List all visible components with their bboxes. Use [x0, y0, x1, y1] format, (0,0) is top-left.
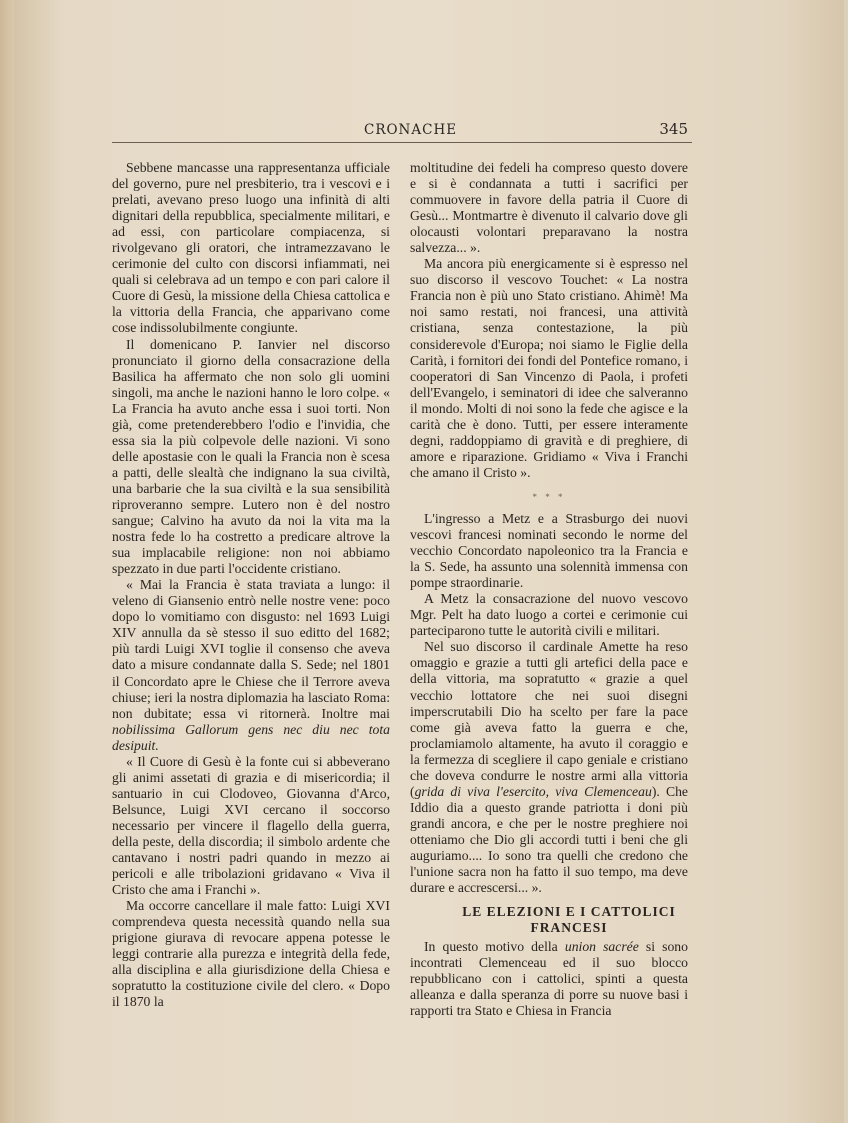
paragraph: Sebbene mancasse una rappresentanza ufficiale del governo, pure nel presbiterio, tra i vescovi e i prelati, avevano preso luogo una infinità di alti dignitari della repubblica, specialmente militari, e ad essi, con particolare compiacenza, si rivolgevano gli oratori, che intramezzavano le cerimonie del culto con discorsi infiammati, nei quali si celebrava ad un tempo e con pari calore il Cuore di Gesù, la missione della Chiesa cattolica e la vittoria della Francia, che apparivano come cose indissolubilmente congiunte.	[112, 160, 390, 336]
paragraph: moltitudine dei fedeli ha compreso questo dovere e si è condannata a tutti i sacrifici per commuovere in favore della patria il Cuore di Gesù... Montmartre è divenuto il calvario dove gli olocausti volontari preparavano la nostra salvezza... ».	[410, 160, 688, 256]
paragraph: « Il Cuore di Gesù è la fonte cui si abbeverano gli animi assetati di grazia e di misericordia; il santuario in cui Clodoveo, Giovanna d'Arco, Belsunce, Luigi XVI cercano il soccorso necessario per vincere il flagello della guerra, della peste, della discordia; il simbolo ardente che cantavano i nostri padri quando in mezzo ai pericoli e alle tribolazioni gridavano « Viva il Cristo che ama i Franchi ».	[112, 753, 390, 898]
paragraph	[410, 939, 688, 1019]
paragraph-text: ). Che Iddio dia a questo grande patriotta i doni più grandi ancora, e che per le nostre preghiere noi otteniamo che Dio gli accordi tutti i beni che gli auguriamo.... Io sono tra quelli che credono che l'unione sacra non ha fatto il suo tempo, ma deve durare e accrescersi... ».	[410, 783, 689, 896]
paragraph-text: « Mai la Francia è stata traviata a lungo: il veleno di Giansenio entrò nelle nostre vene: poco dopo lo vomitiamo con disgusto: nel 1693 Luigi XIV annulla da sè stesso il suo editto del 1682; più tardi Luigi XVI toglie il consenso che aveva dato a misure condannate dalla S. Sede; nel 1801 il Concordato apre le Chiese che il Terrore aveva chiuse; ieri la nostra diplomazia ha lasciato Roma: non dubitate; essa vi ritornerà. Inoltre mai	[112, 577, 390, 721]
italic-term: union sacrée	[564, 939, 639, 955]
left-column	[112, 160, 390, 1010]
paragraph-text: Nel suo discorso il cardinale Amette ha reso omaggio e grazie a tutti gli artefici della pace e della vittoria, ma sopratutto « grazie a quel vecchio lottatore che nei suoi disegni imperscrutabili Dio ha scelto per fare la pace come già aveva fatto la guerra e che, proclamiamolo altamente, ha avuto il coraggio e la fermezza di scegliere il capo geniale e cristiano che doveva condurre le nostre armi alla vittoria (	[410, 639, 688, 799]
paragraph	[410, 639, 688, 896]
section-heading: LE ELEZIONI E I CATTOLICI FRANCESI	[462, 904, 676, 936]
paragraph: Ma ancora più energicamente si è espresso nel suo discorso il vescovo Touchet: « La nostra Francia non è più uno Stato cristiano. Ahimè! Ma noi samo restati, noi francesi, una attività cristiana, senza contestazione, la più considerevole d'Europa; noi siamo le Figlie della Carità, i fornitori dei fondi del Pontefice romano, i cooperatori di San Vincenzo di Paola, i profeti dell'Evangelo, i seminatori di idee che salveranno il mondo. Molti di noi sono la fede che agisce e la carità che è dono. Tutti, per essere interamente degni, raddoppiamo di gravità e di preghiere, di amore e riparazione. Gridiamo « Viva i Franchi che amano il Cristo ».	[410, 256, 688, 480]
paragraph: L'ingresso a Metz e a Strasburgo dei nuovi vescovi francesi nominati secondo le norme del vecchio Concordato napoleonico tra la Francia e la S. Sede, ha assunto una solennità immensa con pompe straordinarie.	[410, 510, 688, 591]
paragraph	[112, 577, 390, 754]
paragraph: Ma occorre cancellare il male fatto: Luigi XVI comprendeva questa necessità quando nella sua prigione giurava di revocare appena potesse le leggi contrarie alla purezza e integrità della fede, alla disciplina e alla giurisdizione della Chiesa e sopratutto la costituzione civile del clero. « Dopo il 1870 la	[112, 898, 390, 1010]
page-number: 345	[659, 120, 688, 138]
paragraph-text: In questo motivo della	[424, 939, 565, 955]
page-gutter-shadow	[0, 0, 14, 1123]
right-column	[410, 160, 688, 1019]
paragraph: Il domenicano P. Ianvier nel discorso pronunciato il giorno della consacrazione della Basilica ha affermato che non solo gli uomini singoli, ma anche le nazioni hanno le loro colpe. « La Francia ha avuto anche essa i suoi torti. Non già, come pretenderebbero l'odio e l'invidia, che essa sia la più colpevole delle nazioni. Vi sono delle apostasie con le quali la Francia non è scesa a patti, delle slealtà che indignano la sua civiltà, una barbarie che la sua civiltà e la sua sensibilità riproveranno sempre. Lutero non è del nostro sangue; Calvino ha avuto da noi la vita ma la nostra fede lo ha costretto a predicare altrove la sua implacabile religione: non noi abbiamo spezzato in due parti l'occidente cristiano.	[112, 336, 390, 577]
page-header	[112, 120, 692, 143]
section-separator: * * *	[532, 491, 566, 502]
running-head: CRONACHE	[364, 122, 458, 138]
italic-aside: grida di viva l'esercito, viva Clemenceau	[414, 783, 652, 799]
paragraph-text: si sono incontrati Clemenceau ed il suo blocco repubblicano con i cattolici, spinti a questa alleanza e dalla speranza di porre su nuove basi i rapporti tra Stato e Chiesa in Francia	[410, 939, 688, 1019]
latin-quote: nobilissima Gallorum gens nec diu nec tota desipuit.	[112, 721, 390, 753]
paragraph: A Metz la consacrazione del nuovo vescovo Mgr. Pelt ha dato luogo a cortei e cerimonie cui parteciparono tutte le autorità civili e militari.	[410, 591, 688, 639]
